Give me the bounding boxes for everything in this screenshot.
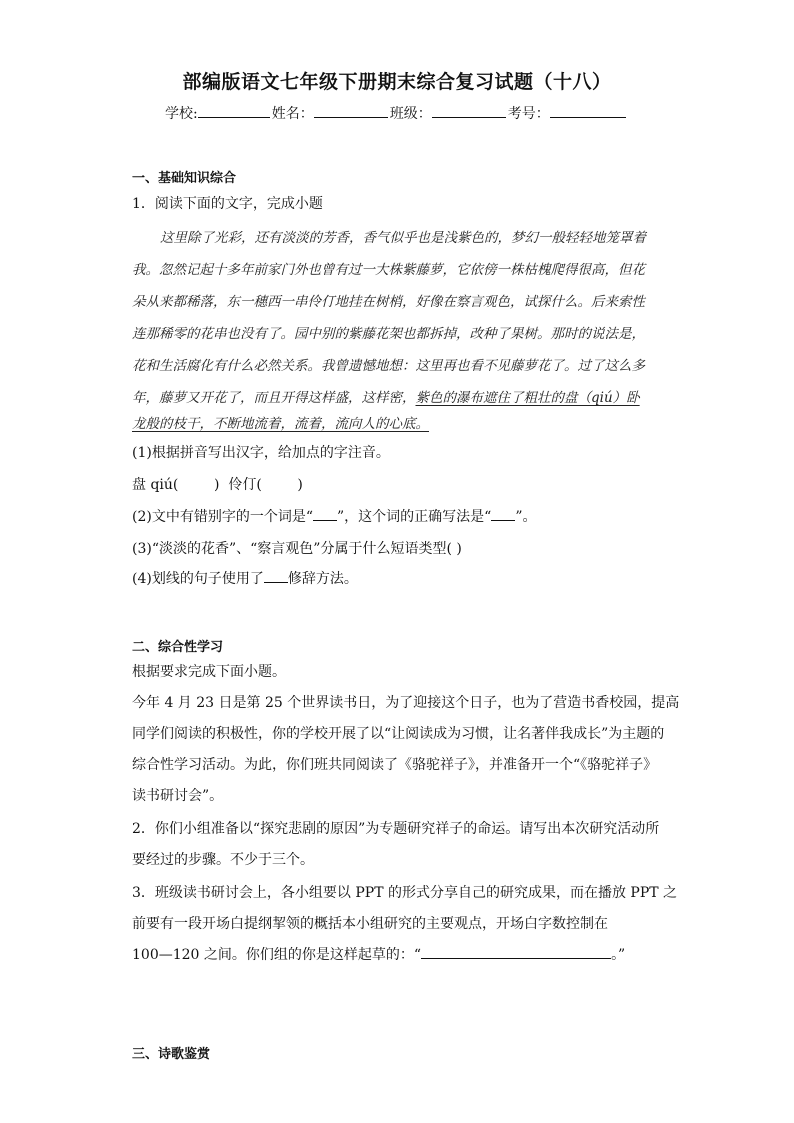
sub-question-2: [132, 506, 537, 526]
section-2-paragraph-line: 综合性学习活动。为此，你们班共同阅读了《骆驼祥子》，并准备开一个“《骆驼祥子》: [132, 757, 658, 773]
school-blank[interactable]: [198, 103, 270, 118]
question-3-line: 3．班级读书研讨会上，各小组要以 PPT 的形式分享自己的研究成果，而在播放 PPT 之: [132, 885, 678, 901]
sub-question-4-text: (4)划线的句子使用了: [132, 571, 264, 587]
question-3-text: 。”: [611, 947, 626, 963]
school-label: 学校:: [165, 106, 198, 122]
section-3-heading: 三、诗歌鉴赏: [132, 1047, 211, 1062]
sub-question-2-text: ”。: [515, 509, 537, 525]
question-2-line: 2．你们小组准备以“探究悲剧的原因”为专题研究祥子的命运。请写出本次研究活动所: [132, 821, 660, 837]
passage-line: 我。忽然记起十多年前家门外也曾有过一大株紫藤萝，它依傍一株枯槐爬得很高，但花: [132, 262, 645, 278]
sub-question-2-text: ”，这个词的正确写法是“: [337, 509, 492, 525]
passage-line: 花和生活腐化有什么必然关系。我曾遗憾地想：这里再也看不见藤萝花了。过了这么多: [132, 358, 645, 374]
class-label: 班级：: [389, 106, 432, 122]
section-2-paragraph-line: 今年 4 月 23 日是第 25 个世界读书日，为了迎接这个日子，也为了营造书香校园，提高: [132, 695, 680, 711]
student-info-row: [165, 103, 628, 123]
passage-text: 年，藤萝又开花了，而且开得这样盛，这样密，: [132, 390, 416, 406]
question-2-line: 要经过的步骤。不少于三个。: [132, 852, 314, 868]
section-2-paragraph-line: 同学们阅读的积极性，你的学校开展了以“让阅读成为习惯，让名著伴我成长”为主题的: [132, 726, 665, 742]
passage-line: [132, 386, 662, 406]
section-1-heading: 一、基础知识综合: [132, 171, 237, 186]
passage-line: 这里除了光彩，还有淡淡的芳香，香气似乎也是浅紫色的，梦幻一般轻轻地笼罩着: [160, 230, 646, 246]
passage-line: [132, 412, 662, 432]
passage-line: 朵从来都稀落，东一穗西一串伶仃地挂在树梢，好像在察言观色，试探什么。后来索性: [132, 294, 645, 310]
section-2-paragraph-line: 读书研讨会”。: [132, 788, 224, 804]
question-1-prompt: 1．阅读下面的文字，完成小题: [132, 196, 323, 212]
question-3-line: [132, 944, 625, 964]
sub-question-1: (1)根据拼音写出汉字，给加点的字注音。: [132, 445, 390, 461]
exam-no-blank[interactable]: [550, 103, 626, 118]
name-label: 姓名：: [271, 106, 314, 122]
sub-question-3: (3)“淡淡的花香”、“察言观色”分属于什么短语类型( ): [132, 541, 462, 557]
underlined-sentence: 紫色的瀑布遮住了粗壮的盘（qiú）卧: [415, 390, 640, 406]
passage-line: 连那稀零的花串也没有了。园中别的紫藤花架也都拆掉，改种了果树。那时的说法是，: [132, 326, 645, 342]
answer-blank[interactable]: [491, 508, 515, 521]
sub-question-1-items: 盘 qiú( ) 伶仃( ): [132, 477, 303, 493]
underlined-sentence: 龙般的枝干，不断地流着，流着，流向人的心底。: [132, 416, 429, 432]
section-2-heading: 二、综合性学习: [132, 640, 224, 655]
answer-blank[interactable]: [313, 508, 337, 521]
question-3-text: 100—120 之间。你们组的你是这样起草的：“: [132, 947, 422, 963]
answer-blank[interactable]: [421, 946, 611, 959]
sub-question-2-text: (2)文中有错别字的一个词是“: [132, 509, 313, 525]
sub-question-4-text: 修辞方法。: [287, 571, 358, 587]
class-blank[interactable]: [432, 103, 506, 118]
sub-question-4: [132, 568, 358, 588]
exam-no-label: 考号：: [507, 106, 550, 122]
page-title: 部编版语文七年级下册期末综合复习试题（十八）: [182, 71, 612, 93]
question-3-line: 前要有一段开场白提纲挈领的概括本小组研究的主要观点，开场白字数控制在: [132, 916, 608, 932]
section-2-intro: 根据要求完成下面小题。: [132, 664, 286, 680]
answer-blank[interactable]: [264, 570, 288, 583]
name-blank[interactable]: [314, 103, 388, 118]
